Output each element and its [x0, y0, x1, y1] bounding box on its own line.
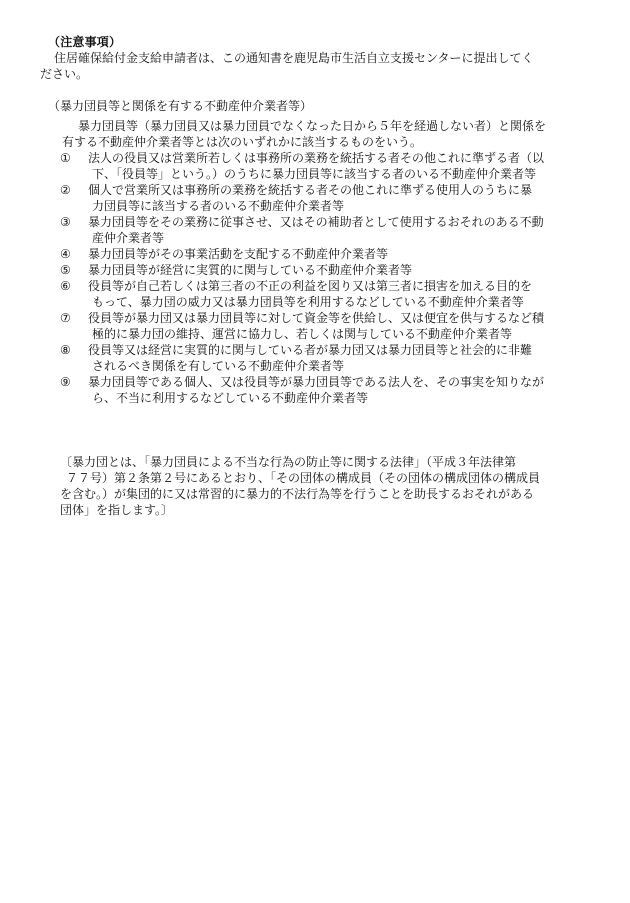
- section-title: （暴力団員等と関係を有する不動産仲介業者等）: [48, 99, 313, 113]
- notes-heading: （注意事項）: [48, 35, 122, 49]
- note-line: 団体」を指します。〕: [60, 503, 174, 517]
- item-line: 暴力団員等がその事業活動を支配する不動産仲介業者等: [88, 247, 389, 261]
- item-number: ⑤: [60, 263, 71, 277]
- item-text: [88, 278, 590, 310]
- item-number: ⑧: [60, 343, 71, 357]
- note-line: ７７号）第２条第２号にあるとおり、「その団体の構成員（その団体の構成団体の構成員: [66, 471, 541, 485]
- item-number: ②: [60, 183, 71, 197]
- criteria-item-3: [60, 214, 590, 246]
- item-number: ⑥: [60, 279, 71, 293]
- criteria-item-1: [60, 150, 590, 182]
- criteria-item-8: [60, 342, 590, 374]
- item-line: されるべき関係を有している不動産仲介業者等: [92, 359, 345, 373]
- item-number: ④: [60, 247, 71, 261]
- item-text: [88, 310, 590, 342]
- item-text: [88, 262, 590, 278]
- item-text: [88, 246, 590, 262]
- item-text: [88, 342, 590, 374]
- item-text: [88, 150, 590, 182]
- note-line: を含む。）が集団的に又は常習的に暴力的不法行為等を行うことを助長するおそれがある: [60, 487, 535, 501]
- item-number: ①: [60, 151, 71, 165]
- criteria-list: [60, 150, 590, 406]
- criteria-item-7: [60, 310, 590, 342]
- item-line: 個人で営業所又は事務所の業務を統括する者その他これに準ずる使用人のうちに暴: [88, 183, 533, 197]
- criteria-item-4: [60, 246, 590, 262]
- criteria-item-9: [60, 374, 590, 406]
- notice-line-1: 住居確保給付金支給申請者は、この通知書を鹿児島市生活自立支援センターに提出してく: [54, 51, 534, 65]
- item-number: ⑦: [60, 311, 71, 325]
- item-line: 暴力団員等が経営に実質的に関与している不動産仲介業者等: [88, 263, 413, 277]
- item-line: 役員等が暴力団又は暴力団員等に対して資金等を供給し、又は便宜を供与するなど積: [88, 311, 545, 325]
- notice-line-2: ださい。: [40, 67, 89, 81]
- item-line: 役員等が自己若しくは第三者の不正の利益を図り又は第三者に損害を加える目的を: [88, 279, 533, 293]
- item-text: [88, 374, 590, 406]
- item-line: 法人の役員又は営業所若しくは事務所の業務を統括する者その他これに準ずる者（以: [88, 151, 545, 165]
- criteria-item-2: [60, 182, 590, 214]
- gang-definition-note: [60, 454, 590, 518]
- item-line: 役員等又は経営に実質的に関与している者が暴力団又は暴力団員等と社会的に非難: [88, 343, 533, 357]
- item-line: 極的に暴力団の維持、運営に協力し、若しくは関与している不動産仲介業者等: [92, 327, 513, 341]
- item-line: 暴力団員等をその業務に従事させ、又はその補助者として使用するおそれのある不動: [88, 215, 544, 229]
- submission-notice: [40, 50, 588, 82]
- item-line: 下、「役員等」という。）のうちに暴力団員等に該当する者のいる不動産仲介業者等: [92, 167, 537, 181]
- item-line: ら、不当に利用するなどしている不動産仲介業者等: [92, 391, 369, 405]
- item-text: [88, 182, 590, 214]
- item-line: 暴力団員等である個人、又は役員等が暴力団員等である法人を、その事実を知りなが: [88, 375, 545, 389]
- item-text: [88, 214, 590, 246]
- intro-line-1: 暴力団員等（暴力団員又は暴力団員でなくなった日から５年を経過しない者）と関係を: [78, 119, 547, 133]
- note-line: 〔暴力団とは、「暴力団員による不当な行為の防止等に関する法律」（平成３年法律第: [60, 455, 517, 469]
- criteria-item-5: [60, 262, 590, 278]
- item-number: ③: [60, 215, 71, 229]
- item-number: ⑨: [60, 375, 71, 389]
- item-line: もって、暴力団の威力又は暴力団員等を利用するなどしている不動産仲介業者等: [92, 295, 524, 309]
- criteria-item-6: [60, 278, 590, 310]
- intro-line-2: 有する不動産仲介業者等とは次のいずれかに該当するものをいう。: [62, 135, 423, 149]
- item-line: 力団員等に該当する者のいる不動産仲介業者等: [92, 199, 345, 213]
- item-line: 産仲介業者等: [92, 231, 165, 245]
- definition-intro: [48, 118, 588, 150]
